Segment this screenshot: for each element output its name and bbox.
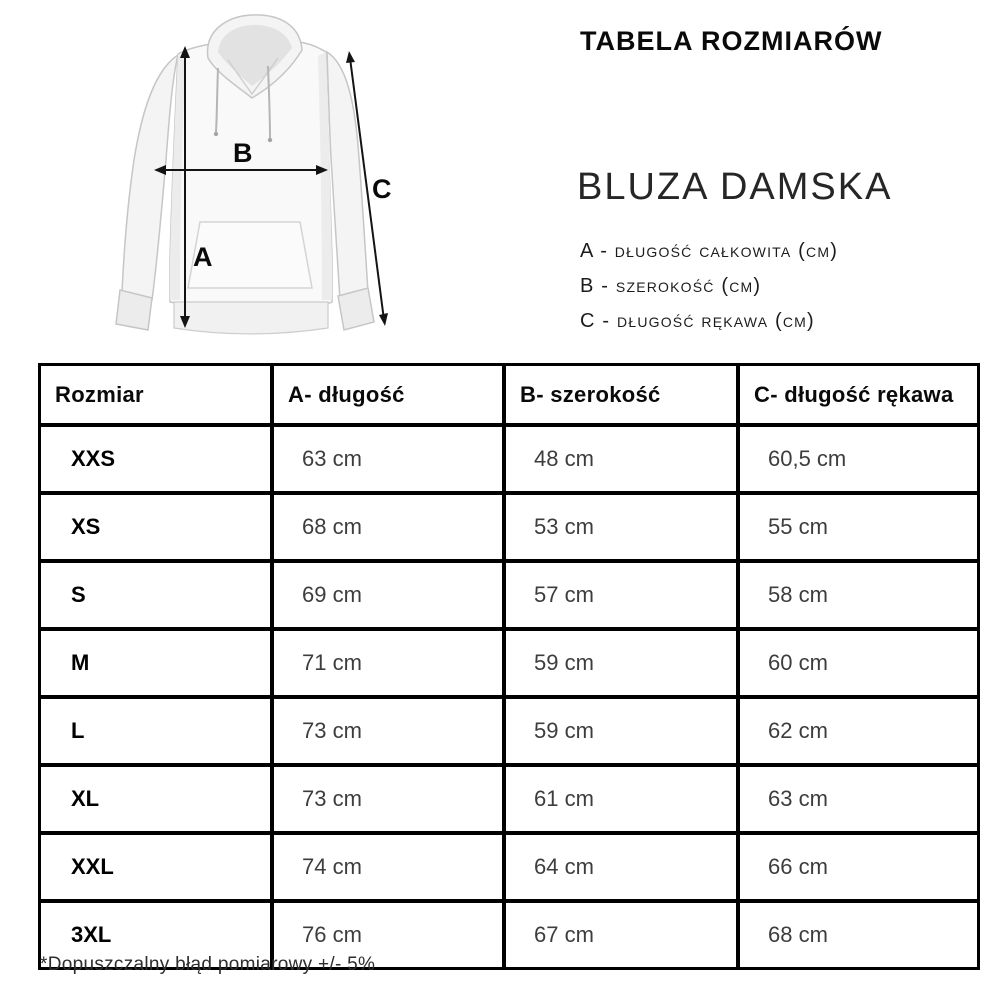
measurement-legend — [580, 234, 838, 339]
value-b: 57 cm — [504, 561, 738, 629]
size-label: M — [39, 629, 272, 697]
drawstring-tip-right — [268, 138, 272, 142]
measure-label-a: A — [193, 242, 213, 272]
value-b: 48 cm — [504, 425, 738, 493]
size-label: XL — [39, 765, 272, 833]
header-c-dlugosc-rekawa: C- długość rękawa — [738, 364, 979, 425]
value-b: 59 cm — [504, 629, 738, 697]
legend-item-a: A - długość całkowita (cm) — [580, 240, 839, 262]
header-rozmiar: Rozmiar — [39, 364, 272, 425]
table-row — [39, 629, 979, 697]
size-label: S — [39, 561, 272, 629]
value-a: 71 cm — [272, 629, 504, 697]
hoodie-hem — [174, 302, 328, 334]
size-label: XXL — [39, 833, 272, 901]
value-c: 63 cm — [738, 765, 979, 833]
value-c: 55 cm — [738, 493, 979, 561]
header-a-dlugosc: A- długość — [272, 364, 504, 425]
measure-label-c: C — [372, 174, 392, 204]
table-row — [39, 697, 979, 765]
measure-label-b: B — [233, 138, 253, 168]
size-label: XS — [39, 493, 272, 561]
table-row — [39, 561, 979, 629]
value-c: 60 cm — [738, 629, 979, 697]
size-table-header-row — [39, 364, 979, 425]
value-c: 68 cm — [738, 901, 979, 969]
value-a: 76 cm — [272, 901, 504, 969]
table-row — [39, 765, 979, 833]
value-a: 63 cm — [272, 425, 504, 493]
value-b: 53 cm — [504, 493, 738, 561]
size-label: 3XL — [39, 901, 272, 969]
product-title: BLUZA DAMSKA — [577, 166, 893, 208]
legend-item-c: C - długość rękawa (cm) — [580, 310, 815, 332]
size-label: XXS — [39, 425, 272, 493]
page-title: TABELA ROZMIARÓW — [580, 26, 883, 56]
header-b-szerokosc: B- szerokość — [504, 364, 738, 425]
value-b: 64 cm — [504, 833, 738, 901]
value-a: 74 cm — [272, 833, 504, 901]
value-a: 68 cm — [272, 493, 504, 561]
hoodie-right-sleeve — [327, 52, 368, 300]
table-row — [39, 493, 979, 561]
drawstring-tip-left — [214, 132, 218, 136]
hoodie-diagram — [100, 0, 440, 350]
value-c: 58 cm — [738, 561, 979, 629]
value-a: 73 cm — [272, 697, 504, 765]
hoodie-left-cuff — [116, 290, 152, 330]
value-a: 69 cm — [272, 561, 504, 629]
size-label: L — [39, 697, 272, 765]
table-row — [39, 833, 979, 901]
measurement-tolerance-note: *Dopuszczalny błąd pomiarowy +/- 5% — [40, 954, 376, 975]
value-b: 61 cm — [504, 765, 738, 833]
value-b: 59 cm — [504, 697, 738, 765]
legend-item-b: B - szerokość (cm) — [580, 275, 762, 297]
value-c: 66 cm — [738, 833, 979, 901]
table-row — [39, 425, 979, 493]
value-b: 67 cm — [504, 901, 738, 969]
size-table — [38, 363, 980, 970]
value-c: 60,5 cm — [738, 425, 979, 493]
hoodie-right-cuff — [338, 288, 374, 330]
value-a: 73 cm — [272, 765, 504, 833]
value-c: 62 cm — [738, 697, 979, 765]
